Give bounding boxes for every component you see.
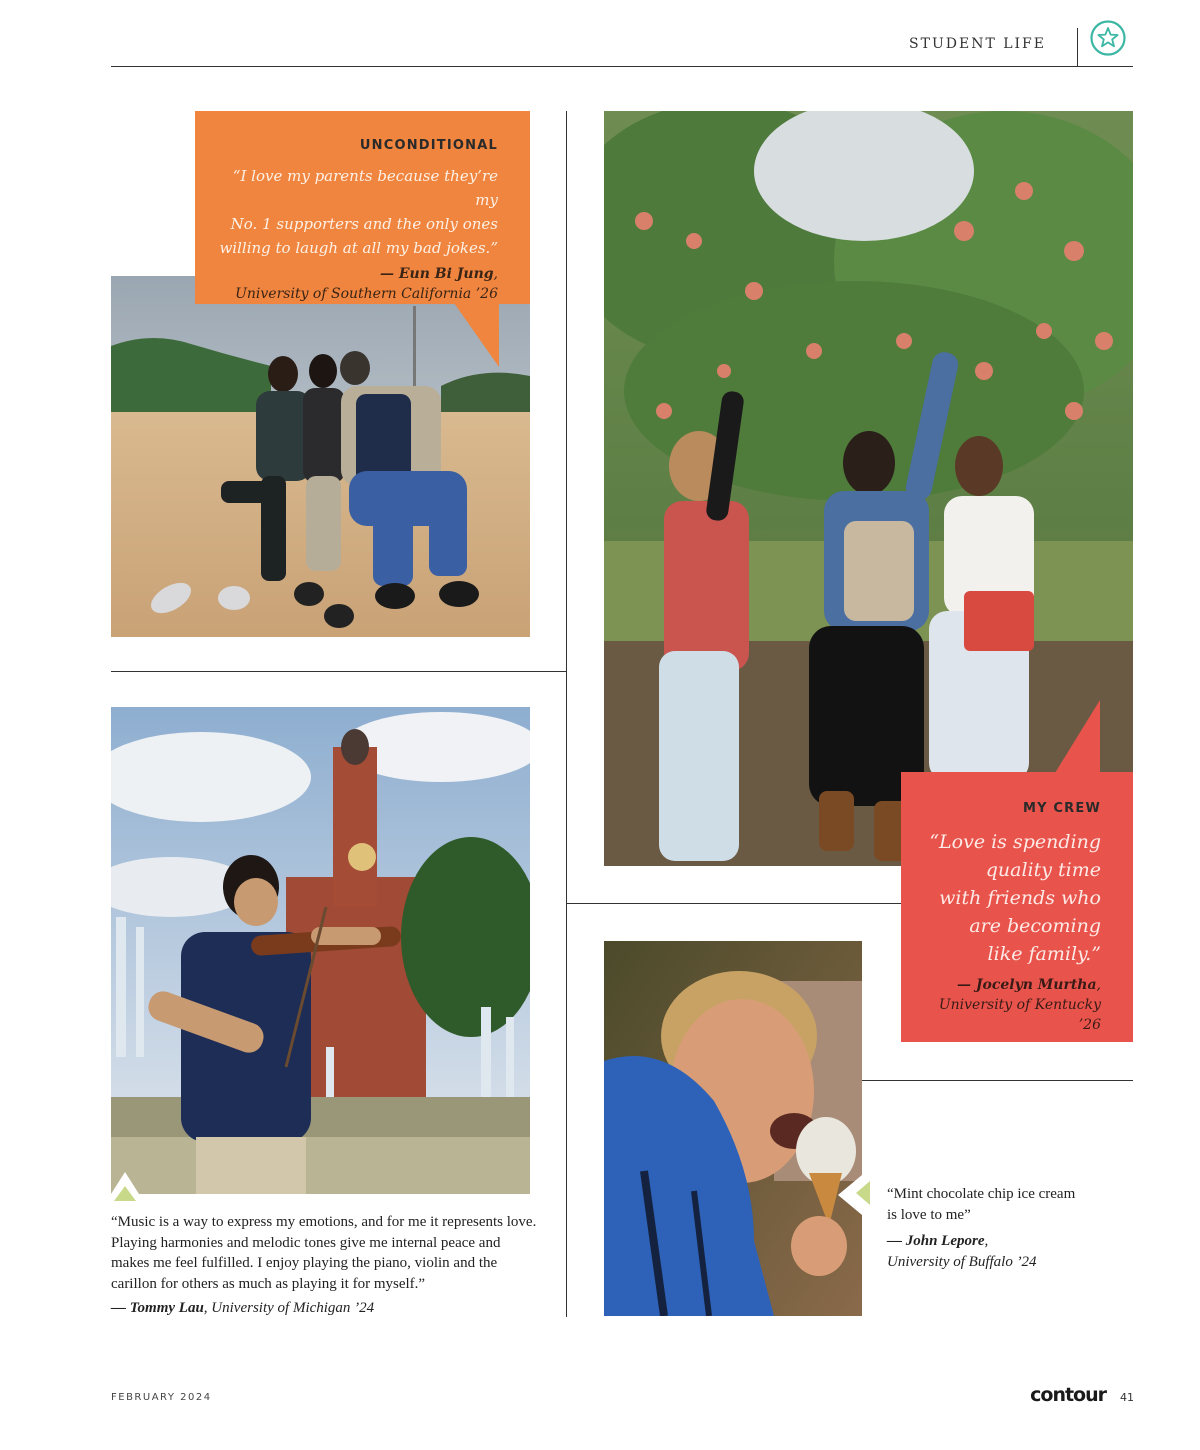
- author-name: — Jocelyn Murtha: [957, 977, 1097, 993]
- quote-line: willing to laugh at all my bad jokes.”: [219, 239, 498, 257]
- header-divider: [1077, 28, 1078, 66]
- ice-cream-photo: [604, 941, 862, 1316]
- star-badge-icon: [1090, 20, 1126, 56]
- callout-quote: [215, 164, 498, 260]
- violinist-photo: [111, 707, 530, 1194]
- quote-line: like family.”: [987, 943, 1101, 965]
- speech-tail-icon: [1055, 700, 1100, 773]
- left-row-divider: [111, 671, 566, 672]
- quote-line: “I love my parents because they’re my: [232, 167, 498, 209]
- speech-tail-icon: [454, 303, 499, 367]
- issue-date: FEBRUARY 2024: [111, 1392, 212, 1403]
- author-name: — Tommy Lau: [111, 1300, 204, 1316]
- right-row-divider: [566, 903, 901, 904]
- column-divider: [566, 111, 567, 1317]
- callout-quote: [915, 828, 1101, 968]
- caption-pointer-icon: [111, 1172, 151, 1202]
- author-name: — John Lepore: [887, 1233, 985, 1249]
- john-caption-rule: [862, 1080, 1133, 1081]
- callout-attribution: — Jocelyn Murtha, University of Kentucky ’26: [915, 975, 1101, 1035]
- callout-kicker: UNCONDITIONAL: [359, 138, 498, 153]
- header-rule: [111, 66, 1133, 67]
- tommy-quote: “Music is a way to express my emotions, and for me it represents love. Playing harmonies and melodic tones give me internal peace and makes me feel fulfilled. I enjoy playing the piano, violin and the carillon for others as much as playing it for myself.”: [111, 1214, 537, 1292]
- author-school: University of Kentucky ’26: [938, 997, 1101, 1033]
- quote-line: are becoming: [969, 915, 1101, 937]
- quote-line: with friends who: [939, 887, 1101, 909]
- page-number: 41: [1120, 1391, 1134, 1404]
- quote-callout-unconditional: [195, 111, 530, 304]
- magazine-logo: contour: [1030, 1384, 1106, 1406]
- quote-line: No. 1 supporters and the only ones: [230, 215, 498, 233]
- quote-callout-my-crew: [901, 772, 1133, 1042]
- author-name: — Eun Bi Jung: [379, 266, 494, 282]
- author-school: University of Southern California ’26: [235, 286, 498, 302]
- section-label: STUDENT LIFE: [909, 36, 1046, 52]
- quote-line: quality time: [985, 859, 1101, 881]
- john-quote: “Mint chocolate chip ice cream is love to me”: [887, 1186, 1076, 1223]
- tommy-attribution: — Tommy Lau, University of Michigan ’24: [111, 1300, 375, 1316]
- author-school: University of Michigan ’24: [211, 1300, 375, 1316]
- author-school: University of Buffalo ’24: [887, 1253, 1037, 1270]
- callout-attribution: — Eun Bi Jung, University of Southern California ’26: [215, 264, 498, 304]
- apple-orchard-photo: [604, 111, 1133, 866]
- john-attribution: — John Lepore, University of Buffalo ’24: [887, 1231, 1107, 1272]
- caption-pointer-icon: [838, 1175, 872, 1215]
- callout-kicker: MY CREW: [1022, 801, 1101, 816]
- quote-line: “Love is spending: [929, 831, 1101, 853]
